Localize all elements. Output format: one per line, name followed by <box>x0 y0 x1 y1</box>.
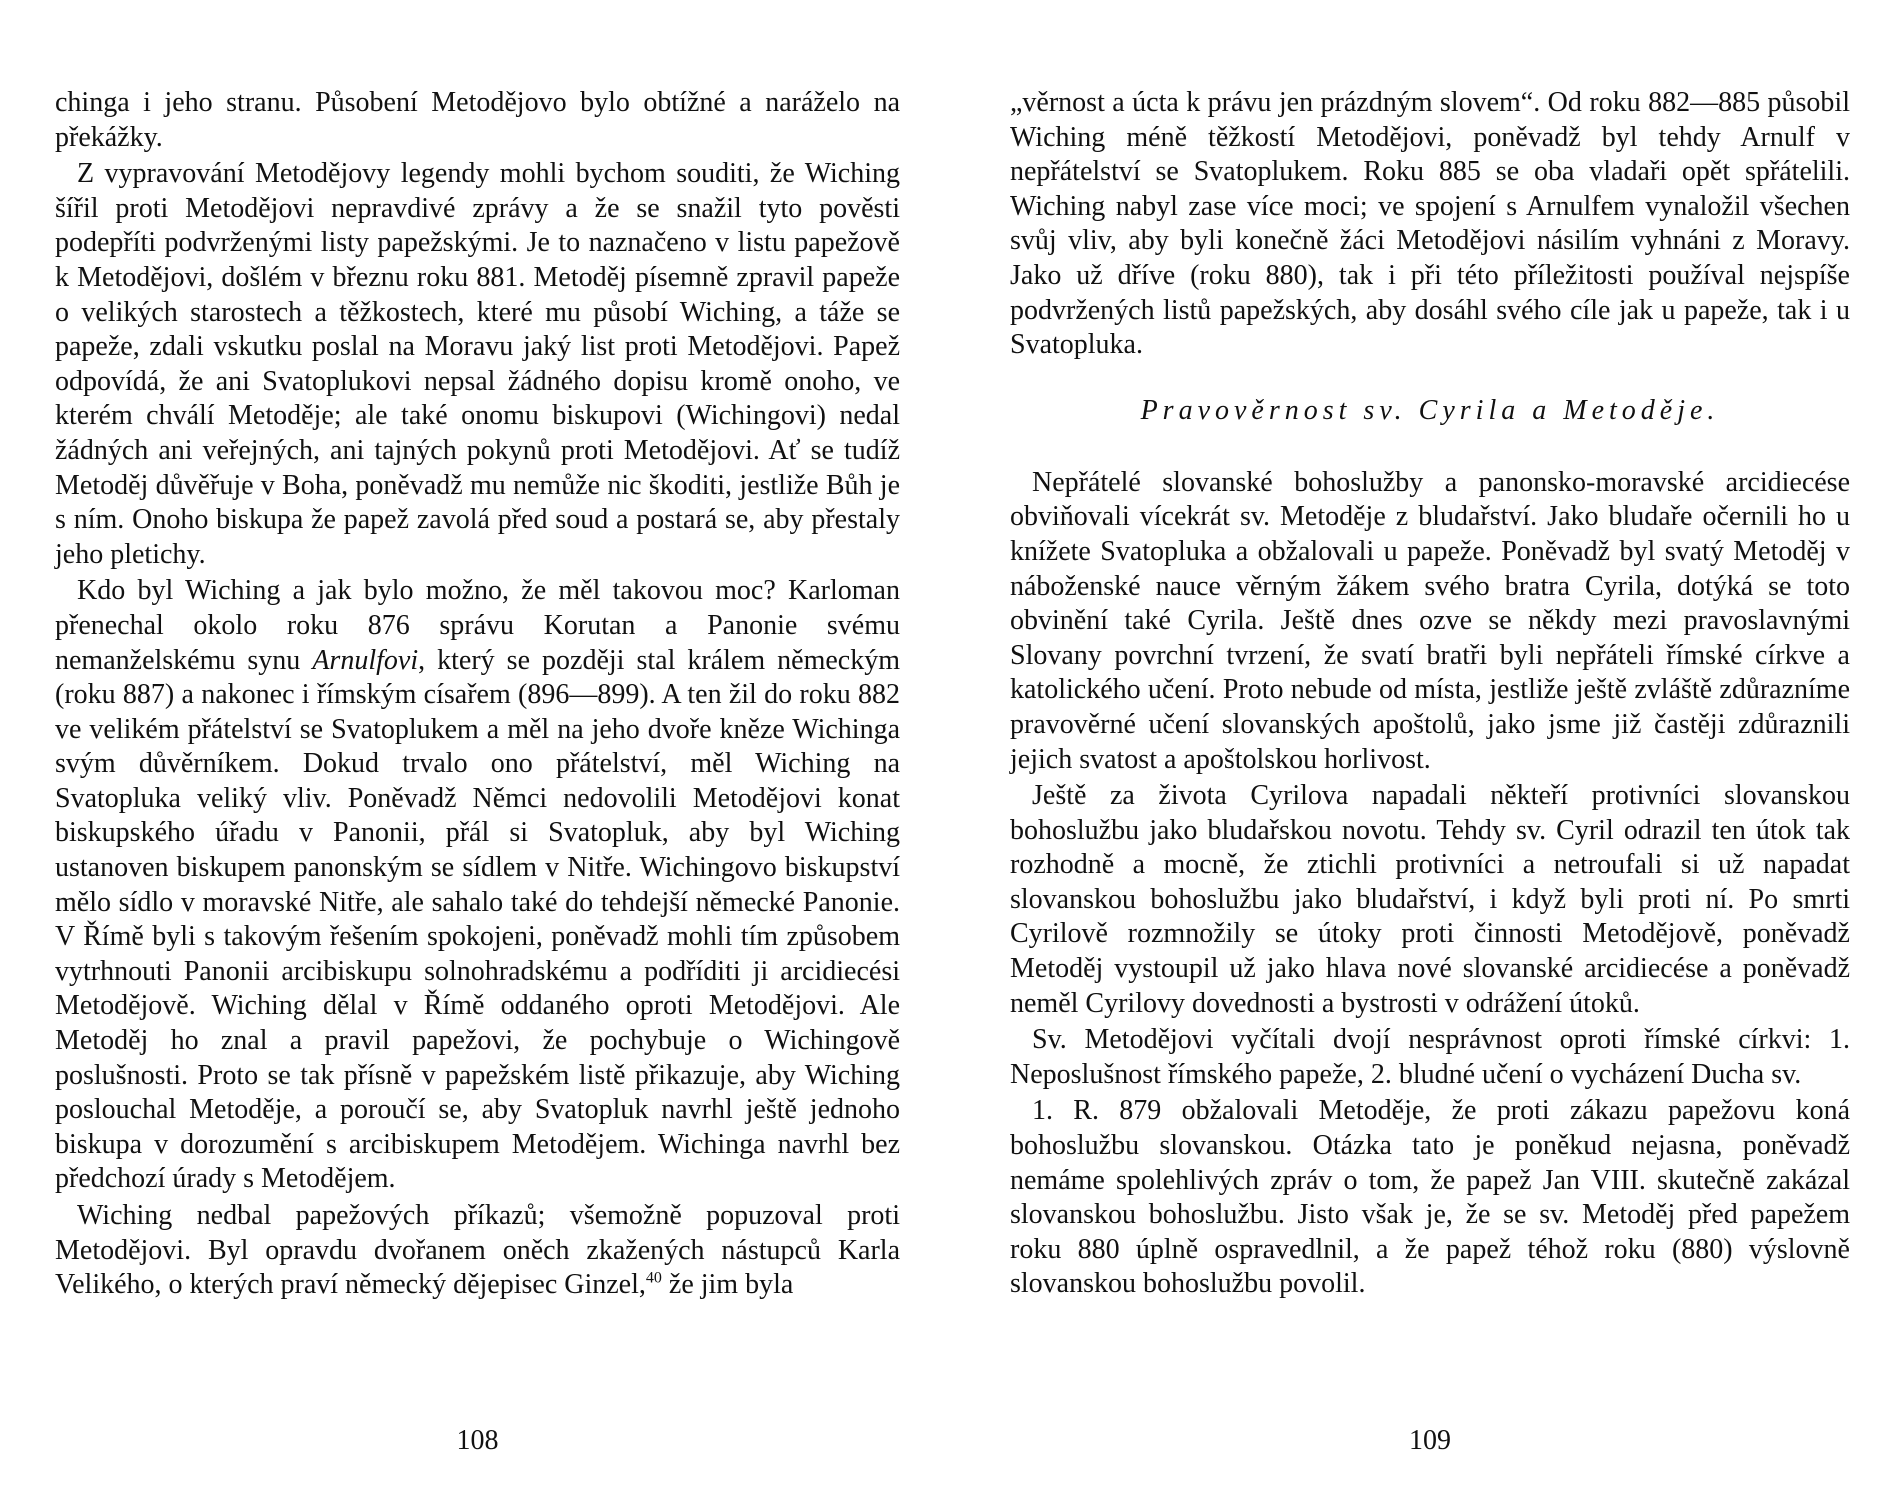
paragraph: Ještě za života Cyrilova napadali někteří protivníci slovanskou bohoslužbu jako bludařskou novotu. Tehdy sv. Cyril odrazil ten útok tak rozhodně a mocně, že ztichli protivníci a netroufali si už napadat slovanskou bohoslužbu jako bludařství, i když byli proti ní. Po smrti Cyrilově rozmnožily se útoky proti činnosti Metodějově, poněvadž Metoděj vystoupil už jako hlava nové slovanské arcidiecése a poněvadž neměl Cyrilovy dovednosti a bystrosti v odrážení útoků. <box>1010 780 1850 1019</box>
italic-name: Arnulfovi <box>312 644 419 676</box>
right-page <box>1010 0 1850 1500</box>
paragraph: 1. R. 879 obžalovali Metoděje, že proti zákazu papežovu koná bohoslužbu slovanskou. Otázka tato je poněkud nejasna, poněvadž nemáme spolehlivých zpráv o tom, že papež Jan VIII. skutečně zakázal slovanskou bohoslužbu. Jisto však je, že se sv. Metoděj před papežem roku 880 úplně ospravedlnil, a že papež téhož roku (880) výslovně slovanskou bohoslužbu povolil. <box>1010 1095 1850 1300</box>
paragraph: Nepřátelé slovanské bohoslužby a panonsko-moravské arcidiecése obviňovali vícekrát sv. Metoděje z bludařství. Jako bludaře očernili ho u knížete Svatopluka a obžalovali u papeže. Poněvadž byl svatý Metoděj v náboženské nauce věrným žákem svého bratra Cyrila, dotýká se toto obvinění také Cyrila. Ještě dnes ozve se někdy mezi pravoslavnými Slovany povrchní tvrzení, že svatí bratři byli nepřáteli římské církve a katolického učení. Proto nebude od místa, jestliže ještě zvláště zdůrazníme pravověrné učení slovanských apoštolů, jako jsme již častěji zdůraznili jejich svatost a apoštolskou horlivost. <box>1010 466 1850 775</box>
page-number: 108 <box>456 1425 499 1456</box>
paragraph-with-italic-name <box>55 574 900 1197</box>
right-page-text <box>1010 86 1850 1304</box>
section-heading: Pravověrnost sv. Cyrila a Metoděje. <box>1140 394 1720 426</box>
paragraph-with-footnote <box>55 1199 900 1303</box>
paragraph-tail: že jim byla <box>661 1269 794 1301</box>
paragraph-text: Wiching nedbal papežových příkazů; všemožně popuzoval proti Metodějovi. Byl opravdu dvořanem oněch zkažených nástupců Karla Velikého, o kterých praví německý dějepisec Ginzel, <box>55 1200 900 1301</box>
paragraph: Sv. Metodějovi vyčítali dvojí nesprávnost oproti římské církvi: 1. Neposlušnost římského papeže, 2. bludné učení o vycházení Ducha sv. <box>1010 1024 1850 1090</box>
paragraph: „věrnost a úcta k právu jen prázdným slovem“. Od roku 882—885 působil Wiching méně těžkostí Metodějovi, poněvadž byl tehdy Arnulf v nepřátelství se Svatoplukem. Roku 885 se oba vladaři opět spřátelili. Wiching nabyl zase více moci; ve spojení s Arnulfem vynaložil všechen svůj vliv, aby byli konečně žáci Metodějovi násilím vyhnáni z Moravy. Jako už dříve (roku 880), tak i při této příležitosti používal nejspíše podvržených listů papežských, aby dosáhl svého cíle jak u papeže, tak i u Svatopluka. <box>1010 87 1850 361</box>
paragraph: chinga i jeho stranu. Působení Metodějovo bylo obtížné a naráželo na překážky. <box>55 87 900 153</box>
paragraph: Z vypravování Metodějovy legendy mohli bychom souditi, že Wiching šířil proti Metodějovi nepravdivé zprávy a že se snažil tyto pověsti podepříti podvrženými listy papežskými. Je to naznačeno v listu papežově k Metodějovi, došlém v březnu roku 881. Metoděj písemně zpravil papeže o velikých starostech a těžkostech, které mu působí Wiching, a táže se papeže, zdali vskutku poslal na Moravu jaký list proti Metodějovi. Papež odpovídá, že ani Svatoplukovi nepsal žádného dopisu kromě onoho, ve kterém chválí Metoděje; ale také onomu biskupovi (Wichingovi) nedal žádných ani veřejných, ani tajných pokynů proti Metodějovi. Ať se tudíž Metoděj důvěřuje v Boha, poněvadž mu nemůže nic škoditi, jestliže Bůh je s ním. Onoho biskupa že papež zavolá před soud a postará se, aby přestaly jeho pletichy. <box>55 158 900 570</box>
page-number: 109 <box>1409 1425 1451 1456</box>
footnote-reference: 40 <box>645 1269 662 1287</box>
paragraph-text: Kdo byl Wiching a jak bylo možno, že měl takovou moc? Karloman přenechal okolo roku 876 správu Korutan a Panonie svému nemanželskému synu Arnulfovi, který se později stal králem německým (roku 887) a nakonec i římským císařem (896—899). A ten žil do roku 882 ve velikém přátelství se Svatoplukem a měl na jeho dvoře kněze Wichinga svým důvěrníkem. Dokud trvalo ono přátelství, měl Wiching na Svatopluka veliký vliv. Poněvadž Němci nedovolili Metodějovi konat biskupského úřadu v Panonii, přál si Svatopluk, aby byl Wiching ustanoven biskupem panonským se sídlem v Nitře. Wichingovo biskupství mělo sídlo v moravské Nitře, ale sahalo také do tehdejší německé Panonie. V Římě byli s takovým řešením spokojeni, poněvadž mohli tím způsobem vytrhnouti Panonii arcibiskupu solnohradskému a podříditi ji arcidiecési Metodějově. Wiching dělal v Římě oddaného oproti Metodějovi. Ale Metoděj ho znal a pravil papežovi, že pochybuje o Wichingově poslušnosti. Proto se tak přísně v papežském listě přikazuje, aby Wiching poslouchal Metoděje, a poroučí se, aby Svatopluk navrhl ještě jednoho biskupa v dorozumění s arcibiskupem Metodějem. Wichinga navrhl bez předchozí úrady s Metodějem. <box>55 575 900 1195</box>
left-page <box>55 0 900 1500</box>
left-page-text <box>55 86 900 1305</box>
